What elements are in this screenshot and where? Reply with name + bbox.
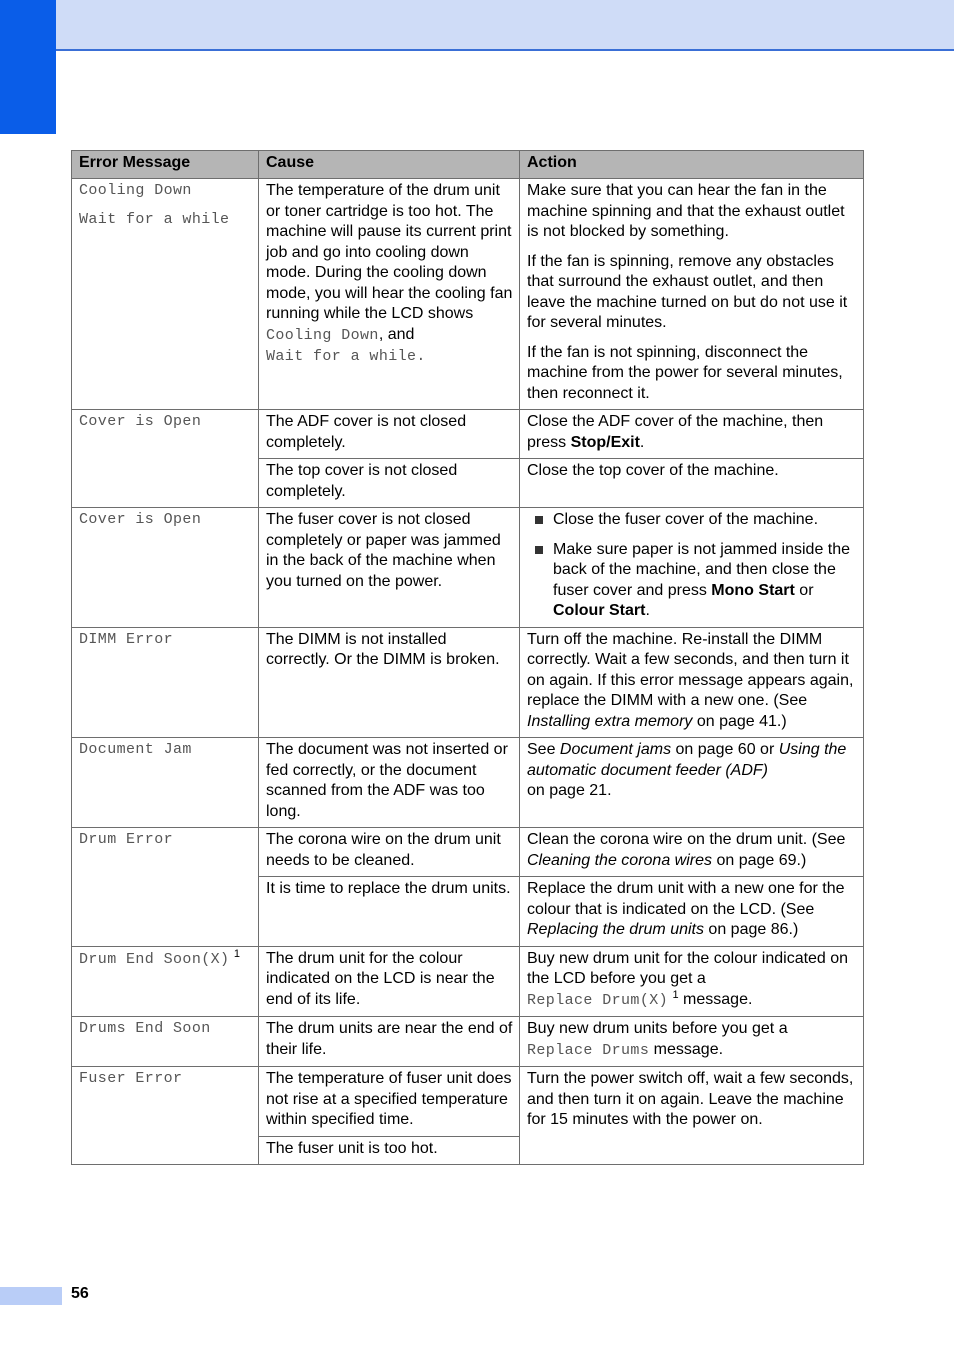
action-paragraph: If the fan is not spinning, disconnect the machine from the power for several minutes, then reconnect it. — [527, 343, 843, 402]
action-cell — [520, 877, 864, 947]
cause-cell: The fuser unit is too hot. — [259, 1136, 520, 1165]
cross-reference: Document jams — [559, 741, 672, 758]
error-message-cell — [72, 1067, 259, 1165]
action-text: Clean the corona wire on the drum unit. (See — [527, 831, 846, 848]
action-text: on page 21. — [527, 782, 612, 799]
chapter-tab — [0, 0, 56, 134]
footnote-marker: 1 — [672, 988, 679, 1001]
lcd-message: Drum End Soon(X) — [79, 950, 230, 968]
table-row — [72, 828, 864, 877]
header-action: Action — [520, 151, 864, 179]
error-message-cell — [72, 946, 259, 1017]
key-name: Colour Start — [553, 602, 646, 619]
action-text: Buy new drum units before you get a — [527, 1020, 788, 1037]
cause-cell: The document was not inserted or fed correctly, or the document scanned from the ADF was too long. — [259, 738, 520, 828]
cross-reference: Installing extra memory — [527, 712, 693, 730]
action-cell — [520, 828, 864, 877]
error-message-cell — [72, 1017, 259, 1067]
action-paragraph: Make sure that you can hear the fan in the machine spinning and that the exhaust outlet is not blocked by something. — [527, 182, 845, 240]
action-cell: Turn the power switch off, wait a few seconds, and then turn it on again. Leave the machine for 15 minutes with the power on. — [520, 1067, 864, 1165]
action-cell: Close the top cover of the machine. — [520, 459, 864, 508]
cross-reference: Cleaning the corona wires — [527, 851, 712, 869]
cause-cell: The drum units are near the end of their life. — [259, 1017, 520, 1067]
cause-cell: It is time to replace the drum units. — [259, 877, 520, 947]
cause-text: , and — [378, 325, 415, 343]
action-text: Make sure paper is not jammed inside the back of the machine, and then close the fuser cover and press — [553, 540, 851, 599]
error-message-cell — [72, 738, 259, 828]
action-text: . — [639, 433, 645, 451]
action-text: or — [794, 581, 814, 599]
footer-bar — [0, 1287, 62, 1305]
action-text: on page 41.) — [692, 712, 787, 730]
action-text: on page 60 or — [671, 741, 779, 758]
lcd-message: Fuser Error — [79, 1070, 183, 1087]
lcd-message: DIMM Error — [79, 630, 174, 648]
error-message-cell — [72, 179, 259, 410]
action-cell — [520, 946, 864, 1017]
action-cell — [520, 627, 864, 738]
action-text: Turn off the machine. Re-install the DIMM correctly. Wait a few seconds, and then turn it on again. If this error message appears again, replace the DIMM with a new one. (See — [527, 630, 854, 709]
action-text: message. — [649, 1040, 724, 1058]
lcd-message: Cover is Open — [79, 413, 202, 430]
cause-cell: The fuser cover is not closed completely or paper was jammed in the back of the machine when you turned on the power. — [259, 508, 520, 628]
cross-reference: Replacing the drum units — [527, 921, 704, 938]
table-row — [72, 410, 864, 459]
footnote-marker: 1 — [233, 947, 241, 960]
lcd-message: Cover is Open — [79, 511, 202, 528]
cause-cell: The DIMM is not installed correctly. Or the DIMM is broken. — [259, 627, 520, 738]
cause-cell: The corona wire on the drum unit needs to be cleaned. — [259, 828, 520, 877]
page-number: 56 — [71, 1285, 89, 1302]
cause-cell: The top cover is not closed completely. — [259, 459, 520, 508]
cause-cell: The drum unit for the colour indicated on the LCD is near the end of its life. — [259, 946, 520, 1017]
table-row — [72, 508, 864, 628]
lcd-message: Replace Drums — [527, 1041, 650, 1059]
table-header-row — [72, 151, 864, 179]
action-cell — [520, 179, 864, 410]
action-text: See — [527, 741, 560, 758]
action-text: . — [645, 602, 650, 619]
lcd-message: Wait for a while — [79, 211, 230, 228]
action-text: on page 69.) — [712, 851, 807, 869]
cause-cell: The ADF cover is not closed completely. — [259, 410, 520, 459]
lcd-message: Drum Error — [79, 831, 174, 848]
error-message-cell — [72, 828, 259, 947]
table-row — [72, 1067, 864, 1137]
table-row — [72, 946, 864, 1017]
action-cell — [520, 1017, 864, 1067]
action-cell — [520, 738, 864, 828]
error-message-cell — [72, 627, 259, 738]
action-bullet-list — [527, 510, 857, 622]
lcd-message: Cooling Down — [79, 182, 192, 199]
lcd-message: Drums End Soon — [79, 1020, 211, 1037]
action-bullet — [553, 540, 857, 622]
cause-text: The temperature of the drum unit or toner cartridge is too hot. The machine will pause its current print job and go into cooling down mode. During the cooling down mode, you will hear the cooling fan running while the LCD shows — [266, 182, 513, 322]
error-message-cell — [72, 410, 259, 508]
header-cause: Cause — [259, 151, 520, 179]
table-row — [72, 179, 864, 410]
action-text: Close the ADF cover of the machine, then press — [527, 413, 824, 451]
key-name: Mono Start — [711, 581, 795, 599]
action-text: Replace the drum unit with a new one for the colour that is indicated on the LCD. (See — [527, 880, 845, 918]
lcd-message: Replace Drum(X) — [527, 991, 669, 1009]
lcd-message: Wait for a while. — [266, 348, 426, 365]
action-text: Buy new drum unit for the colour indicated on the LCD before you get a — [527, 949, 849, 987]
error-message-cell — [72, 508, 259, 628]
lcd-message: Cooling Down — [266, 326, 379, 344]
header-band — [0, 0, 954, 51]
action-cell — [520, 410, 864, 459]
cause-cell — [259, 179, 520, 410]
action-text: on page 86.) — [703, 921, 799, 938]
action-bullet: Close the fuser cover of the machine. — [553, 510, 857, 531]
action-text: message. — [678, 990, 753, 1008]
error-message-table — [71, 150, 864, 1165]
cross-reference: Using the automatic document feeder (ADF) — [527, 741, 847, 779]
action-cell — [520, 508, 864, 628]
table-row — [72, 738, 864, 828]
cause-cell: The temperature of fuser unit does not rise at a specified temperature within specified time. — [259, 1067, 520, 1137]
lcd-message: Document Jam — [79, 741, 192, 758]
action-paragraph: If the fan is spinning, remove any obstacles that surround the exhaust outlet, and then leave the machine turned on but do not use it for several minutes. — [527, 252, 848, 331]
header-error-message: Error Message — [72, 151, 259, 179]
table-row — [72, 627, 864, 738]
table-row — [72, 1017, 864, 1067]
key-name: Stop/Exit — [570, 433, 640, 451]
